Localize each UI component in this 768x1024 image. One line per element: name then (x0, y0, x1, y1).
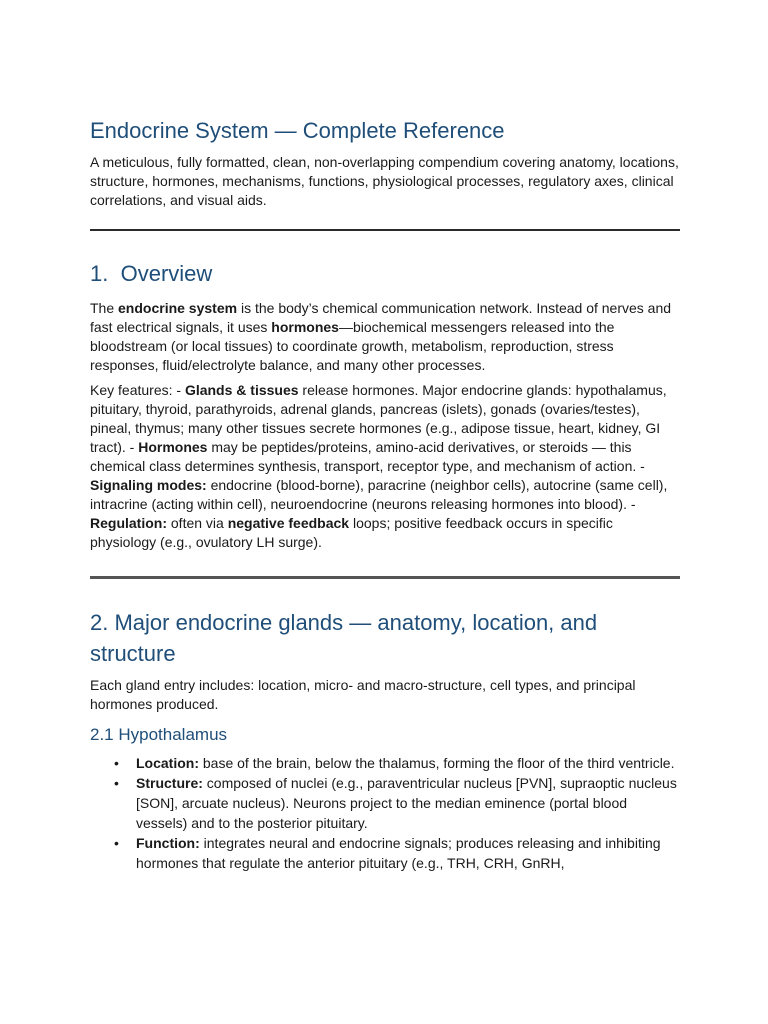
list-item (90, 753, 680, 773)
section-1-heading (90, 259, 680, 289)
bold-term: Glands & tissues (184, 382, 299, 398)
document-title: Endocrine System — Complete Reference (90, 118, 505, 143)
document-subtitle: A meticulous, fully formatted, clean, non-overlapping compendium covering anatomy, locations, structure, hormones, mechanisms, functions, physiological processes, regulatory axes, clinical correlations, and visual aids. (90, 154, 679, 208)
text-run: The (90, 300, 119, 316)
item-text: integrates neural and endocrine signals; produces releasing and inhibiting hormones that regulate the anterior pituitary (e.g., TRH, CRH, GnRH, (136, 835, 661, 871)
divider (90, 576, 680, 579)
hypothalamus-list (90, 753, 680, 873)
bold-term: Hormones (138, 439, 208, 455)
item-text: base of the brain, below the thalamus, forming the floor of the third ventricle. (199, 755, 675, 771)
list-item (90, 773, 680, 833)
bold-term: Signaling modes: (90, 477, 207, 493)
item-label: Structure: (136, 775, 203, 791)
overview-paragraph (90, 299, 680, 375)
bullet-icon: • (114, 835, 119, 851)
divider (90, 229, 680, 231)
section-1-number: 1. (90, 261, 109, 286)
section-1-title: Overview (120, 261, 213, 286)
text-run: Key features: - (90, 382, 185, 398)
section-2-heading: 2. Major endocrine glands — anatomy, location, and structure (90, 610, 598, 666)
text-run: release hormones. Major endocrine glands: hypothalamus, pituitary, thyroid, parathyroids, adrenal glands, pancreas (islets), gonads (ovaries/testes), pineal, thymus; many other tissues secrete hormones (e.g., adipose tissue, heart, kidney, GI tract). - (90, 382, 667, 455)
bullet-icon: • (114, 755, 119, 771)
list-item (90, 833, 680, 873)
text-run: is the body’s chemical communication network. Instead of nerves and fast electrical signals, it uses (90, 300, 672, 335)
text-run: may be peptides/proteins, amino-acid derivatives, or steroids — this chemical class determines synthesis, transport, receptor type, and mechanism of action. - (90, 439, 645, 474)
bold-term: negative feedback (227, 515, 350, 531)
text-run: —biochemical messengers released into the bloodstream (or local tissues) to coordinate growth, metabolism, reproduction, stress responses, fluid/electrolyte balance, and many other processes. (90, 319, 615, 373)
item-label: Function: (136, 835, 200, 851)
subsection-heading: 2.1 Hypothalamus (90, 725, 228, 744)
bold-term: endocrine system (118, 300, 238, 316)
bold-term: hormones (271, 319, 339, 335)
text-run: loops; positive feedback occurs in specific physiology (e.g., ovulatory LH surge). (90, 515, 613, 550)
document-content (90, 116, 680, 873)
bold-term: Regulation: (90, 515, 167, 531)
item-text: composed of nuclei (e.g., paraventricular nucleus [PVN], supraoptic nucleus [SON], arcuate nucleus). Neurons project to the median eminence (portal blood vessels) and to the posterior pituitary. (136, 775, 677, 831)
key-features-paragraph (90, 381, 680, 552)
text-run: endocrine (blood-borne), paracrine (neighbor cells), autocrine (same cell), intracrine (acting within cell), neuroendocrine (neurons releasing hormones into blood). - (90, 477, 668, 512)
bullet-icon: • (114, 775, 119, 791)
section-2-intro: Each gland entry includes: location, micro- and macro-structure, cell types, and principal hormones produced. (90, 677, 636, 712)
item-label: Location: (136, 755, 199, 771)
text-run: often via (167, 515, 228, 531)
